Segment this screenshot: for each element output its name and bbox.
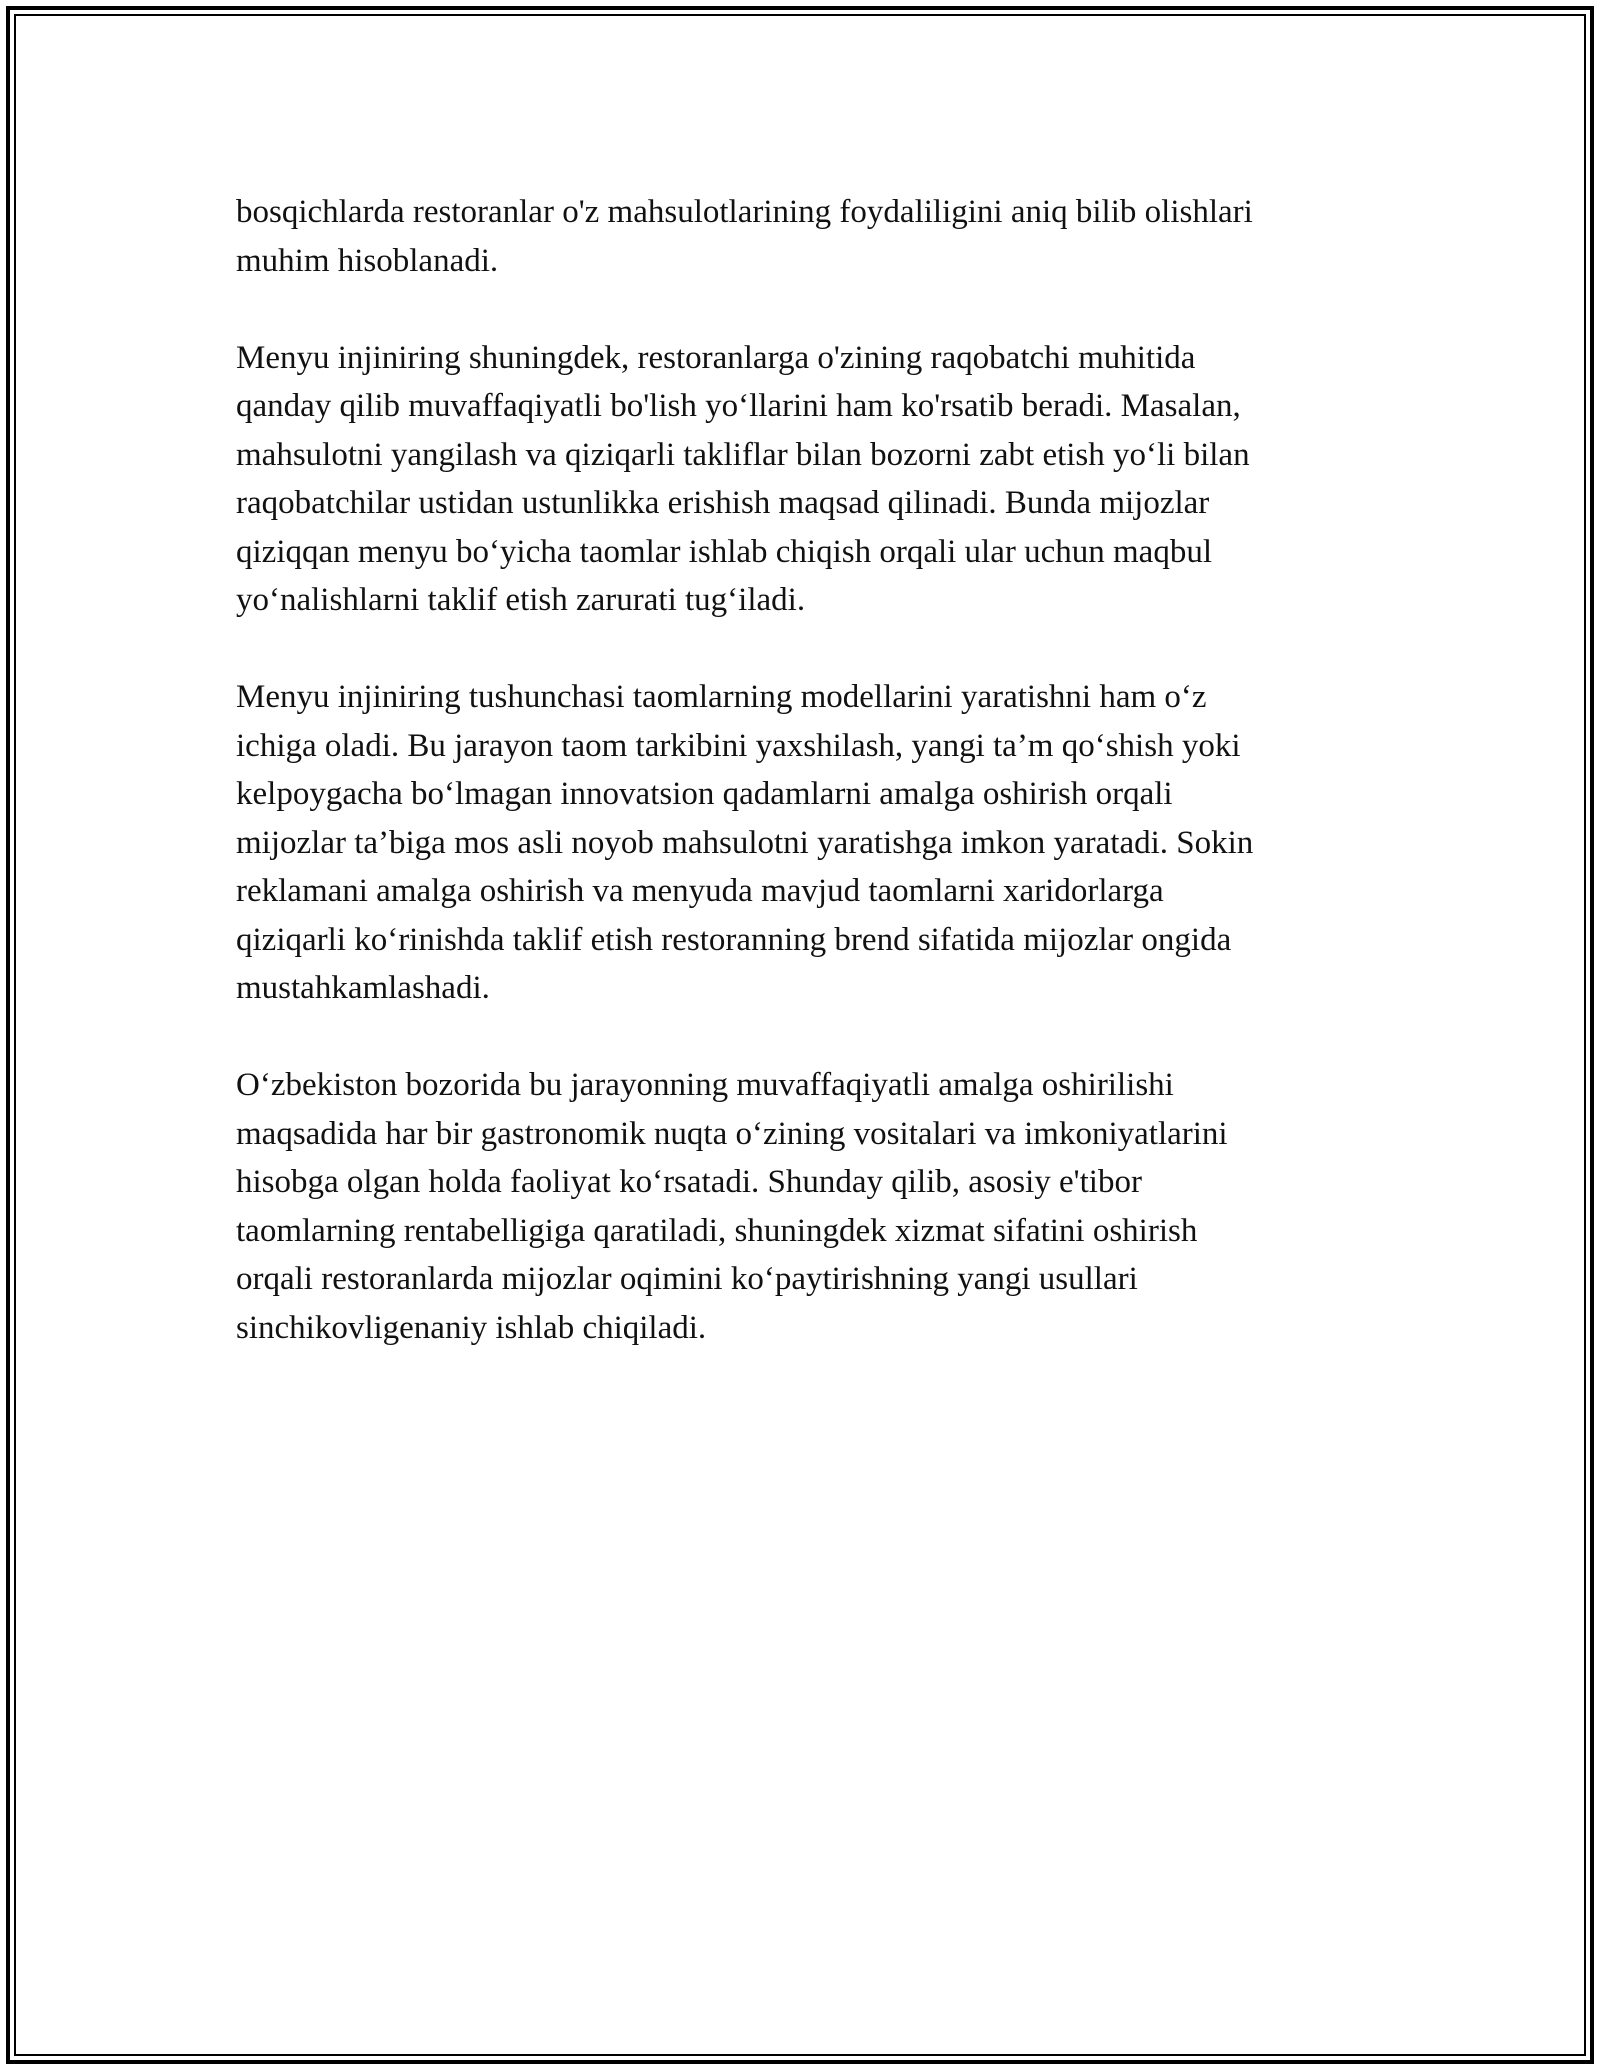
text-line: Menyu injiniring tushunchasi taomlarning modellarini yaratishni ham o‘z bbox=[236, 679, 1207, 715]
text-line: qiziqarli ko‘rinishda taklif etish restoranning brend sifatida mijozlar ongida bbox=[236, 921, 1232, 958]
text-line: orqali restoranlarda mijozlar oqimini ko‘paytirishning yangi usullari bbox=[236, 1261, 1138, 1297]
text-line: mijozlar ta’biga mos asli noyob mahsulotni yaratishga imkon yaratadi. Sokin bbox=[236, 824, 1254, 861]
document-body bbox=[236, 188, 1376, 1352]
paragraph bbox=[236, 188, 1376, 285]
text-line: mahsulotni yangilash va qiziqarli takliflar bilan bozorni zabt etish yo‘li bilan bbox=[236, 436, 1250, 473]
text-line: maqsadida har bir gastronomik nuqta o‘zining vositalari va imkoniyatlarini bbox=[236, 1115, 1228, 1152]
text-line: taomlarning rentabelligiga qaratiladi, shuningdek xizmat sifatini oshirish bbox=[236, 1212, 1198, 1249]
text-line: hisobga olgan holda faoliyat ko‘rsatadi. Shunday qilib, asosiy e'tibor bbox=[236, 1164, 1142, 1200]
text-line: O‘zbekiston bozorida bu jarayonning muvaffaqiyatli amalga oshirilishi bbox=[236, 1067, 1174, 1103]
paragraph bbox=[236, 1061, 1376, 1352]
text-line: mustahkamlashadi. bbox=[236, 970, 490, 1006]
text-line: ichiga oladi. Bu jarayon taom tarkibini yaxshilash, yangi ta’m qo‘shish yoki bbox=[236, 727, 1241, 764]
text-line: bosqichlarda restoranlar o'z mahsulotlarining foydaliligini aniq bilib olishlari bbox=[236, 194, 1253, 230]
text-line: yo‘nalishlarni taklif etish zarurati tug‘iladi. bbox=[236, 582, 806, 618]
text-line: sinchikovligenaniy ishlab chiqiladi. bbox=[236, 1309, 707, 1346]
text-line: qiziqqan menyu bo‘yicha taomlar ishlab chiqish orqali ular uchun maqbul bbox=[236, 533, 1212, 570]
text-line: Menyu injiniring shuningdek, restoranlarga o'zining raqobatchi muhitida bbox=[236, 339, 1196, 376]
text-line: qanday qilib muvaffaqiyatli bo'lish yo‘llarini ham ko'rsatib beradi. Masalan, bbox=[236, 388, 1241, 424]
paragraph bbox=[236, 673, 1376, 1013]
text-line: raqobatchilar ustidan ustunlikka erishish maqsad qilinadi. Bunda mijozlar bbox=[236, 485, 1210, 521]
paragraph bbox=[236, 334, 1376, 625]
text-line: muhim hisoblanadi. bbox=[236, 242, 499, 279]
text-line: kelpoygacha bo‘lmagan innovatsion qadamlarni amalga oshirish orqali bbox=[236, 776, 1173, 812]
text-line: reklamani amalga oshirish va menyuda mavjud taomlarni xaridorlarga bbox=[236, 873, 1164, 909]
